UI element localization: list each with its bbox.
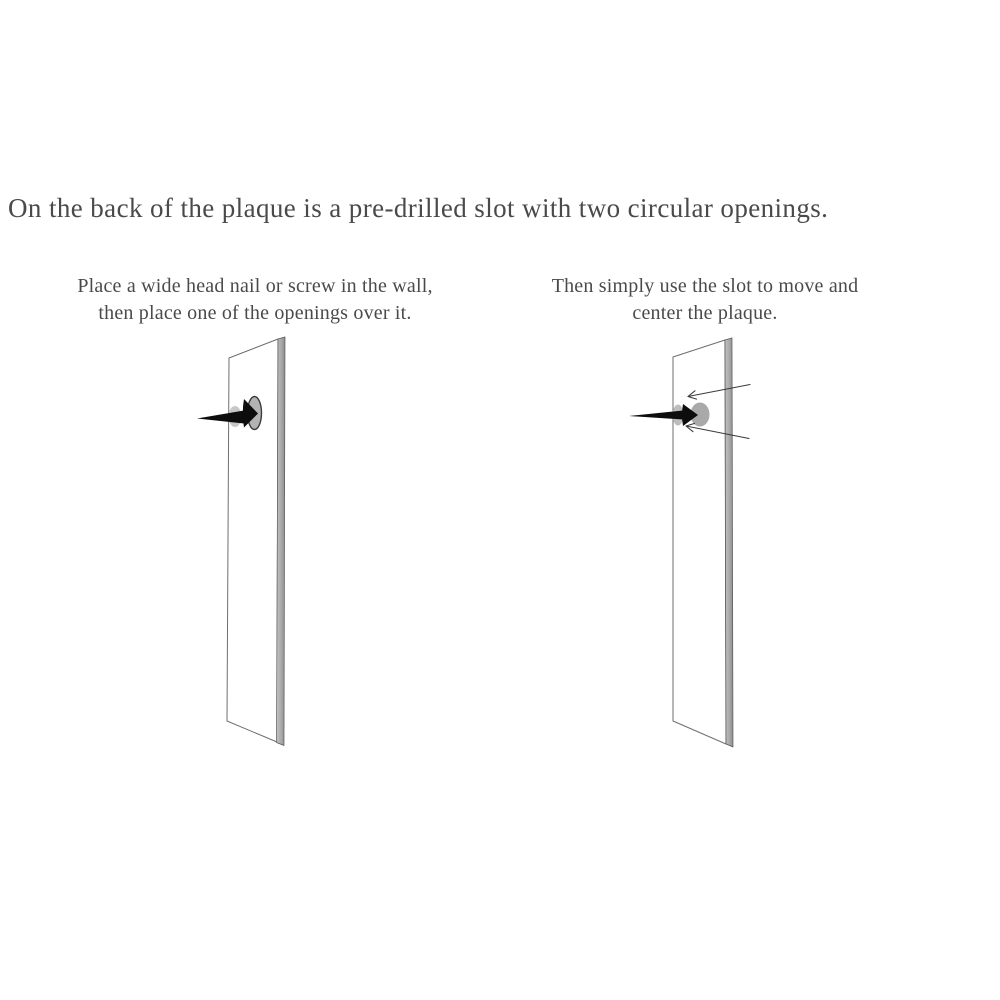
caption-line: Place a wide head nail or screw in the wall,	[77, 275, 433, 297]
figure-place-nail	[197, 337, 285, 746]
caption-line: center the plaque.	[632, 302, 778, 324]
page-title: On the back of the plaque is a pre-drilled slot with two circular openings.	[8, 193, 829, 223]
caption-line: Then simply use the slot to move and	[551, 275, 859, 297]
plaque-front-face	[673, 340, 726, 744]
plaque-side-edge	[277, 337, 286, 746]
nail-shaft-icon	[197, 411, 244, 424]
caption-line: then place one of the openings over it.	[98, 302, 412, 324]
nail-shaft-icon	[629, 411, 683, 420]
figure-center-plaque	[629, 338, 750, 747]
plaque-side-edge	[725, 338, 733, 747]
